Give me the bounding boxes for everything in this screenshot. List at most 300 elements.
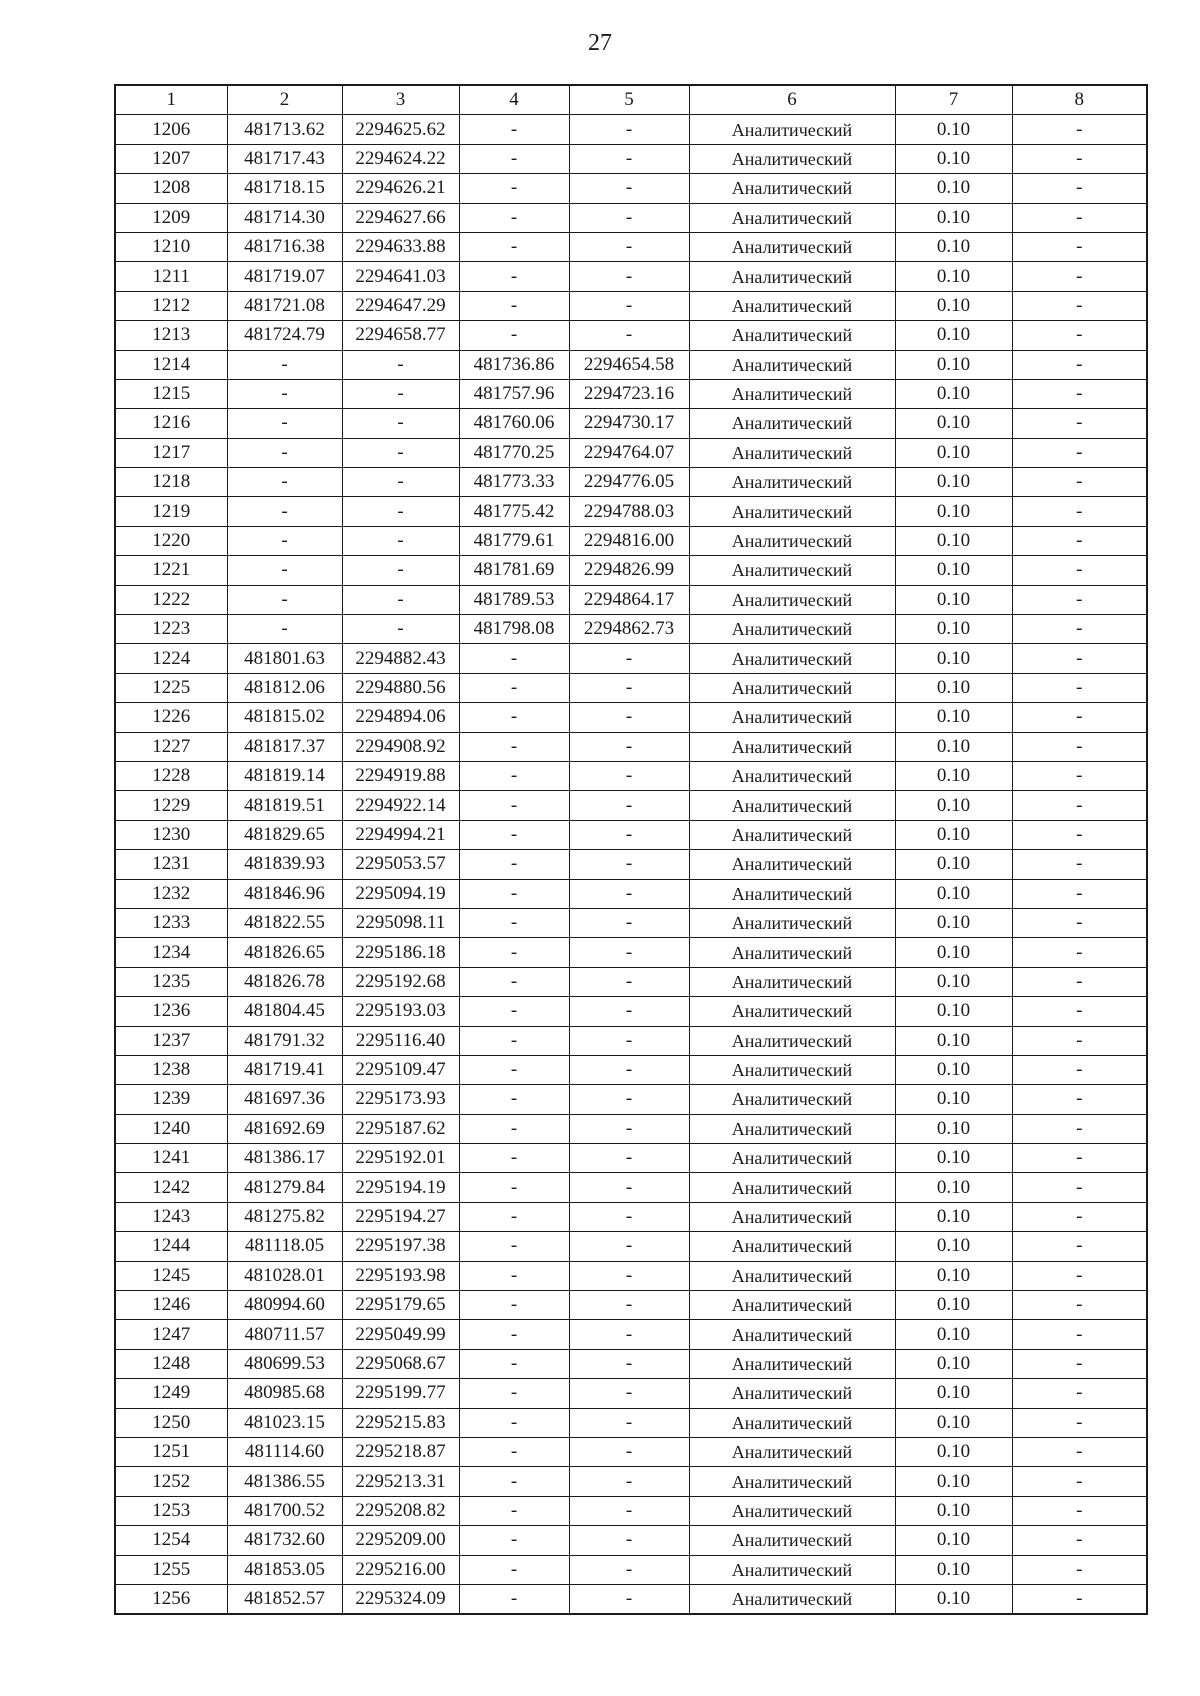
table-row xyxy=(115,1055,1147,1084)
note-cell: - xyxy=(1012,556,1147,585)
note-cell: - xyxy=(1012,379,1147,408)
method-cell: Аналитический xyxy=(689,703,895,732)
note-cell: - xyxy=(1012,1144,1147,1173)
point-number-cell: 1208 xyxy=(115,174,227,203)
note-cell: - xyxy=(1012,291,1147,320)
accuracy-cell: 0.10 xyxy=(895,997,1012,1026)
y-new-cell: - xyxy=(569,1496,689,1525)
x-old-cell: 481386.17 xyxy=(227,1144,342,1173)
accuracy-cell: 0.10 xyxy=(895,1085,1012,1114)
x-old-cell: - xyxy=(227,409,342,438)
note-cell: - xyxy=(1012,321,1147,350)
y-new-cell: - xyxy=(569,1320,689,1349)
y-new-cell: - xyxy=(569,232,689,261)
x-old-cell: 481826.65 xyxy=(227,938,342,967)
x-old-cell: - xyxy=(227,585,342,614)
note-cell: - xyxy=(1012,1584,1147,1614)
point-number-cell: 1250 xyxy=(115,1408,227,1437)
method-cell: Аналитический xyxy=(689,1291,895,1320)
point-number-cell: 1217 xyxy=(115,438,227,467)
x-new-cell: - xyxy=(459,115,569,144)
x-old-cell: - xyxy=(227,556,342,585)
y-old-cell: 2294624.22 xyxy=(342,144,459,173)
accuracy-cell: 0.10 xyxy=(895,673,1012,702)
accuracy-cell: 0.10 xyxy=(895,1114,1012,1143)
x-new-cell: 481760.06 xyxy=(459,409,569,438)
note-cell: - xyxy=(1012,761,1147,790)
y-new-cell: - xyxy=(569,1349,689,1378)
point-number-cell: 1243 xyxy=(115,1202,227,1231)
x-old-cell: 481386.55 xyxy=(227,1467,342,1496)
x-new-cell: - xyxy=(459,1496,569,1525)
y-new-cell: - xyxy=(569,1379,689,1408)
y-new-cell: - xyxy=(569,938,689,967)
y-new-cell: - xyxy=(569,1085,689,1114)
y-new-cell: - xyxy=(569,1055,689,1084)
method-cell: Аналитический xyxy=(689,232,895,261)
note-cell: - xyxy=(1012,879,1147,908)
table-row xyxy=(115,1173,1147,1202)
y-new-cell: - xyxy=(569,203,689,232)
method-cell: Аналитический xyxy=(689,1232,895,1261)
point-number-cell: 1256 xyxy=(115,1584,227,1614)
accuracy-cell: 0.10 xyxy=(895,144,1012,173)
note-cell: - xyxy=(1012,144,1147,173)
y-old-cell: - xyxy=(342,468,459,497)
method-cell: Аналитический xyxy=(689,291,895,320)
method-cell: Аналитический xyxy=(689,1114,895,1143)
y-old-cell: 2295179.65 xyxy=(342,1291,459,1320)
x-new-cell: 481798.08 xyxy=(459,615,569,644)
x-new-cell: 481789.53 xyxy=(459,585,569,614)
y-new-cell: - xyxy=(569,1467,689,1496)
y-new-cell: - xyxy=(569,1408,689,1437)
y-new-cell: 2294864.17 xyxy=(569,585,689,614)
table-row xyxy=(115,1555,1147,1584)
point-number-cell: 1227 xyxy=(115,732,227,761)
y-new-cell: 2294723.16 xyxy=(569,379,689,408)
method-cell: Аналитический xyxy=(689,673,895,702)
point-number-cell: 1225 xyxy=(115,673,227,702)
x-old-cell: 481719.41 xyxy=(227,1055,342,1084)
table-row xyxy=(115,1114,1147,1143)
accuracy-cell: 0.10 xyxy=(895,1526,1012,1555)
y-old-cell: 2294626.21 xyxy=(342,174,459,203)
method-cell: Аналитический xyxy=(689,174,895,203)
accuracy-cell: 0.10 xyxy=(895,174,1012,203)
accuracy-cell: 0.10 xyxy=(895,468,1012,497)
y-new-cell: - xyxy=(569,321,689,350)
method-cell: Аналитический xyxy=(689,1320,895,1349)
x-new-cell: - xyxy=(459,791,569,820)
y-old-cell: 2295194.19 xyxy=(342,1173,459,1202)
point-number-cell: 1207 xyxy=(115,144,227,173)
y-old-cell: 2295197.38 xyxy=(342,1232,459,1261)
accuracy-cell: 0.10 xyxy=(895,850,1012,879)
y-new-cell: 2294654.58 xyxy=(569,350,689,379)
table-row xyxy=(115,1408,1147,1437)
x-old-cell: 481819.14 xyxy=(227,761,342,790)
method-cell: Аналитический xyxy=(689,908,895,937)
y-old-cell: 2295199.77 xyxy=(342,1379,459,1408)
y-old-cell: 2295194.27 xyxy=(342,1202,459,1231)
accuracy-cell: 0.10 xyxy=(895,232,1012,261)
y-old-cell: 2295216.00 xyxy=(342,1555,459,1584)
point-number-cell: 1224 xyxy=(115,644,227,673)
x-new-cell: - xyxy=(459,1584,569,1614)
x-new-cell: - xyxy=(459,1555,569,1584)
coordinates-table xyxy=(114,84,1148,1615)
x-old-cell: - xyxy=(227,379,342,408)
method-cell: Аналитический xyxy=(689,850,895,879)
point-number-cell: 1253 xyxy=(115,1496,227,1525)
note-cell: - xyxy=(1012,350,1147,379)
point-number-cell: 1241 xyxy=(115,1144,227,1173)
x-new-cell: - xyxy=(459,1408,569,1437)
method-cell: Аналитический xyxy=(689,732,895,761)
note-cell: - xyxy=(1012,644,1147,673)
column-header-3: 3 xyxy=(342,85,459,115)
method-cell: Аналитический xyxy=(689,1026,895,1055)
accuracy-cell: 0.10 xyxy=(895,1026,1012,1055)
point-number-cell: 1222 xyxy=(115,585,227,614)
accuracy-cell: 0.10 xyxy=(895,938,1012,967)
accuracy-cell: 0.10 xyxy=(895,409,1012,438)
y-new-cell: - xyxy=(569,1202,689,1231)
point-number-cell: 1240 xyxy=(115,1114,227,1143)
x-new-cell: - xyxy=(459,1026,569,1055)
y-old-cell: 2294894.06 xyxy=(342,703,459,732)
x-old-cell: 481028.01 xyxy=(227,1261,342,1290)
method-cell: Аналитический xyxy=(689,1173,895,1202)
x-new-cell: - xyxy=(459,1055,569,1084)
x-old-cell: 481716.38 xyxy=(227,232,342,261)
note-cell: - xyxy=(1012,174,1147,203)
point-number-cell: 1216 xyxy=(115,409,227,438)
accuracy-cell: 0.10 xyxy=(895,908,1012,937)
column-header-4: 4 xyxy=(459,85,569,115)
note-cell: - xyxy=(1012,438,1147,467)
y-old-cell: 2295208.82 xyxy=(342,1496,459,1525)
x-old-cell: 481822.55 xyxy=(227,908,342,937)
table-row xyxy=(115,556,1147,585)
table-row xyxy=(115,1144,1147,1173)
table-row xyxy=(115,820,1147,849)
note-cell: - xyxy=(1012,1173,1147,1202)
accuracy-cell: 0.10 xyxy=(895,585,1012,614)
y-old-cell: 2295049.99 xyxy=(342,1320,459,1349)
column-header-6: 6 xyxy=(689,85,895,115)
accuracy-cell: 0.10 xyxy=(895,644,1012,673)
table-body xyxy=(115,115,1147,1614)
note-cell: - xyxy=(1012,997,1147,1026)
y-old-cell: 2294647.29 xyxy=(342,291,459,320)
x-old-cell: 481819.51 xyxy=(227,791,342,820)
point-number-cell: 1254 xyxy=(115,1526,227,1555)
point-number-cell: 1251 xyxy=(115,1437,227,1466)
y-new-cell: - xyxy=(569,761,689,790)
x-new-cell: - xyxy=(459,1144,569,1173)
x-old-cell: - xyxy=(227,468,342,497)
note-cell: - xyxy=(1012,1055,1147,1084)
y-old-cell: 2294922.14 xyxy=(342,791,459,820)
point-number-cell: 1226 xyxy=(115,703,227,732)
y-old-cell: - xyxy=(342,556,459,585)
x-new-cell: - xyxy=(459,291,569,320)
x-old-cell: - xyxy=(227,438,342,467)
table-row xyxy=(115,1349,1147,1378)
method-cell: Аналитический xyxy=(689,526,895,555)
point-number-cell: 1221 xyxy=(115,556,227,585)
method-cell: Аналитический xyxy=(689,997,895,1026)
accuracy-cell: 0.10 xyxy=(895,1379,1012,1408)
accuracy-cell: 0.10 xyxy=(895,1408,1012,1437)
x-new-cell: - xyxy=(459,1261,569,1290)
x-old-cell: - xyxy=(227,526,342,555)
y-old-cell: - xyxy=(342,615,459,644)
note-cell: - xyxy=(1012,1320,1147,1349)
note-cell: - xyxy=(1012,791,1147,820)
x-old-cell: 481839.93 xyxy=(227,850,342,879)
table-row xyxy=(115,497,1147,526)
method-cell: Аналитический xyxy=(689,615,895,644)
x-old-cell: 481815.02 xyxy=(227,703,342,732)
y-old-cell: 2294627.66 xyxy=(342,203,459,232)
x-old-cell: 480994.60 xyxy=(227,1291,342,1320)
point-number-cell: 1214 xyxy=(115,350,227,379)
x-new-cell: - xyxy=(459,321,569,350)
y-new-cell: - xyxy=(569,1114,689,1143)
y-new-cell: - xyxy=(569,1291,689,1320)
y-old-cell: 2295192.01 xyxy=(342,1144,459,1173)
y-new-cell: 2294862.73 xyxy=(569,615,689,644)
method-cell: Аналитический xyxy=(689,1144,895,1173)
point-number-cell: 1248 xyxy=(115,1349,227,1378)
note-cell: - xyxy=(1012,497,1147,526)
y-new-cell: - xyxy=(569,791,689,820)
x-old-cell: 481853.05 xyxy=(227,1555,342,1584)
x-new-cell: 481773.33 xyxy=(459,468,569,497)
page-number: 27 xyxy=(588,30,612,56)
note-cell: - xyxy=(1012,850,1147,879)
y-new-cell: - xyxy=(569,1437,689,1466)
note-cell: - xyxy=(1012,232,1147,261)
x-old-cell: 481791.32 xyxy=(227,1026,342,1055)
method-cell: Аналитический xyxy=(689,1349,895,1378)
accuracy-cell: 0.10 xyxy=(895,1320,1012,1349)
y-old-cell: 2295186.18 xyxy=(342,938,459,967)
note-cell: - xyxy=(1012,1291,1147,1320)
x-new-cell: 481775.42 xyxy=(459,497,569,526)
x-old-cell: 481732.60 xyxy=(227,1526,342,1555)
table-row xyxy=(115,615,1147,644)
accuracy-cell: 0.10 xyxy=(895,791,1012,820)
table-row xyxy=(115,1584,1147,1614)
method-cell: Аналитический xyxy=(689,1055,895,1084)
point-number-cell: 1233 xyxy=(115,908,227,937)
method-cell: Аналитический xyxy=(689,1202,895,1231)
x-old-cell: 481724.79 xyxy=(227,321,342,350)
x-new-cell: - xyxy=(459,1379,569,1408)
method-cell: Аналитический xyxy=(689,262,895,291)
x-old-cell: 481852.57 xyxy=(227,1584,342,1614)
x-old-cell: - xyxy=(227,350,342,379)
accuracy-cell: 0.10 xyxy=(895,732,1012,761)
method-cell: Аналитический xyxy=(689,1261,895,1290)
y-old-cell: 2295324.09 xyxy=(342,1584,459,1614)
y-old-cell: 2295116.40 xyxy=(342,1026,459,1055)
y-old-cell: 2295094.19 xyxy=(342,879,459,908)
y-old-cell: 2294641.03 xyxy=(342,262,459,291)
accuracy-cell: 0.10 xyxy=(895,115,1012,144)
table-row xyxy=(115,379,1147,408)
point-number-cell: 1242 xyxy=(115,1173,227,1202)
table-row xyxy=(115,262,1147,291)
y-new-cell: - xyxy=(569,262,689,291)
x-new-cell: - xyxy=(459,703,569,732)
x-old-cell: 481801.63 xyxy=(227,644,342,673)
accuracy-cell: 0.10 xyxy=(895,438,1012,467)
x-new-cell: - xyxy=(459,174,569,203)
x-new-cell: - xyxy=(459,1526,569,1555)
point-number-cell: 1211 xyxy=(115,262,227,291)
point-number-cell: 1218 xyxy=(115,468,227,497)
x-old-cell: 481817.37 xyxy=(227,732,342,761)
y-old-cell: 2294994.21 xyxy=(342,820,459,849)
note-cell: - xyxy=(1012,967,1147,996)
y-new-cell: - xyxy=(569,174,689,203)
y-old-cell: 2295193.03 xyxy=(342,997,459,1026)
point-number-cell: 1236 xyxy=(115,997,227,1026)
method-cell: Аналитический xyxy=(689,438,895,467)
method-cell: Аналитический xyxy=(689,115,895,144)
method-cell: Аналитический xyxy=(689,820,895,849)
y-old-cell: 2294908.92 xyxy=(342,732,459,761)
note-cell: - xyxy=(1012,1496,1147,1525)
method-cell: Аналитический xyxy=(689,350,895,379)
table-row xyxy=(115,585,1147,614)
method-cell: Аналитический xyxy=(689,1085,895,1114)
point-number-cell: 1235 xyxy=(115,967,227,996)
x-new-cell: - xyxy=(459,1085,569,1114)
y-new-cell: - xyxy=(569,644,689,673)
method-cell: Аналитический xyxy=(689,879,895,908)
x-old-cell: 481275.82 xyxy=(227,1202,342,1231)
x-old-cell: 481700.52 xyxy=(227,1496,342,1525)
x-old-cell: 480985.68 xyxy=(227,1379,342,1408)
y-old-cell: 2294919.88 xyxy=(342,761,459,790)
accuracy-cell: 0.10 xyxy=(895,1437,1012,1466)
table-row xyxy=(115,997,1147,1026)
y-old-cell: - xyxy=(342,409,459,438)
table-row xyxy=(115,1467,1147,1496)
note-cell: - xyxy=(1012,1026,1147,1055)
table-row xyxy=(115,203,1147,232)
note-cell: - xyxy=(1012,1437,1147,1466)
method-cell: Аналитический xyxy=(689,585,895,614)
point-number-cell: 1215 xyxy=(115,379,227,408)
y-old-cell: 2295068.67 xyxy=(342,1349,459,1378)
accuracy-cell: 0.10 xyxy=(895,291,1012,320)
x-new-cell: - xyxy=(459,879,569,908)
accuracy-cell: 0.10 xyxy=(895,1467,1012,1496)
y-new-cell: 2294730.17 xyxy=(569,409,689,438)
accuracy-cell: 0.10 xyxy=(895,321,1012,350)
x-new-cell: - xyxy=(459,938,569,967)
x-old-cell: 481812.06 xyxy=(227,673,342,702)
point-number-cell: 1229 xyxy=(115,791,227,820)
y-new-cell: - xyxy=(569,879,689,908)
point-number-cell: 1245 xyxy=(115,1261,227,1290)
accuracy-cell: 0.10 xyxy=(895,350,1012,379)
note-cell: - xyxy=(1012,908,1147,937)
y-new-cell: 2294788.03 xyxy=(569,497,689,526)
y-old-cell: - xyxy=(342,526,459,555)
x-new-cell: - xyxy=(459,1232,569,1261)
y-old-cell: 2295173.93 xyxy=(342,1085,459,1114)
y-new-cell: - xyxy=(569,1232,689,1261)
y-old-cell: 2294625.62 xyxy=(342,115,459,144)
note-cell: - xyxy=(1012,203,1147,232)
x-new-cell: - xyxy=(459,997,569,1026)
table-row xyxy=(115,409,1147,438)
accuracy-cell: 0.10 xyxy=(895,379,1012,408)
table-row xyxy=(115,468,1147,497)
y-old-cell: 2295209.00 xyxy=(342,1526,459,1555)
x-new-cell: - xyxy=(459,820,569,849)
table-row xyxy=(115,761,1147,790)
y-new-cell: - xyxy=(569,732,689,761)
x-new-cell: - xyxy=(459,262,569,291)
note-cell: - xyxy=(1012,409,1147,438)
note-cell: - xyxy=(1012,673,1147,702)
y-old-cell: 2295193.98 xyxy=(342,1261,459,1290)
y-new-cell: 2294776.05 xyxy=(569,468,689,497)
x-new-cell: - xyxy=(459,1349,569,1378)
table-row xyxy=(115,908,1147,937)
method-cell: Аналитический xyxy=(689,409,895,438)
note-cell: - xyxy=(1012,1467,1147,1496)
x-old-cell: 481846.96 xyxy=(227,879,342,908)
y-new-cell: 2294816.00 xyxy=(569,526,689,555)
column-header-8: 8 xyxy=(1012,85,1147,115)
note-cell: - xyxy=(1012,526,1147,555)
method-cell: Аналитический xyxy=(689,379,895,408)
x-old-cell: - xyxy=(227,497,342,526)
x-old-cell: 481118.05 xyxy=(227,1232,342,1261)
y-new-cell: - xyxy=(569,115,689,144)
note-cell: - xyxy=(1012,820,1147,849)
accuracy-cell: 0.10 xyxy=(895,615,1012,644)
table-row xyxy=(115,1261,1147,1290)
method-cell: Аналитический xyxy=(689,1584,895,1614)
x-new-cell: - xyxy=(459,644,569,673)
x-old-cell: 481721.08 xyxy=(227,291,342,320)
method-cell: Аналитический xyxy=(689,967,895,996)
x-new-cell: - xyxy=(459,732,569,761)
x-new-cell: - xyxy=(459,144,569,173)
y-old-cell: 2295109.47 xyxy=(342,1055,459,1084)
y-new-cell: - xyxy=(569,908,689,937)
x-new-cell: 481779.61 xyxy=(459,526,569,555)
method-cell: Аналитический xyxy=(689,644,895,673)
method-cell: Аналитический xyxy=(689,497,895,526)
y-new-cell: - xyxy=(569,673,689,702)
method-cell: Аналитический xyxy=(689,468,895,497)
x-new-cell: 481781.69 xyxy=(459,556,569,585)
point-number-cell: 1247 xyxy=(115,1320,227,1349)
table-row xyxy=(115,1085,1147,1114)
